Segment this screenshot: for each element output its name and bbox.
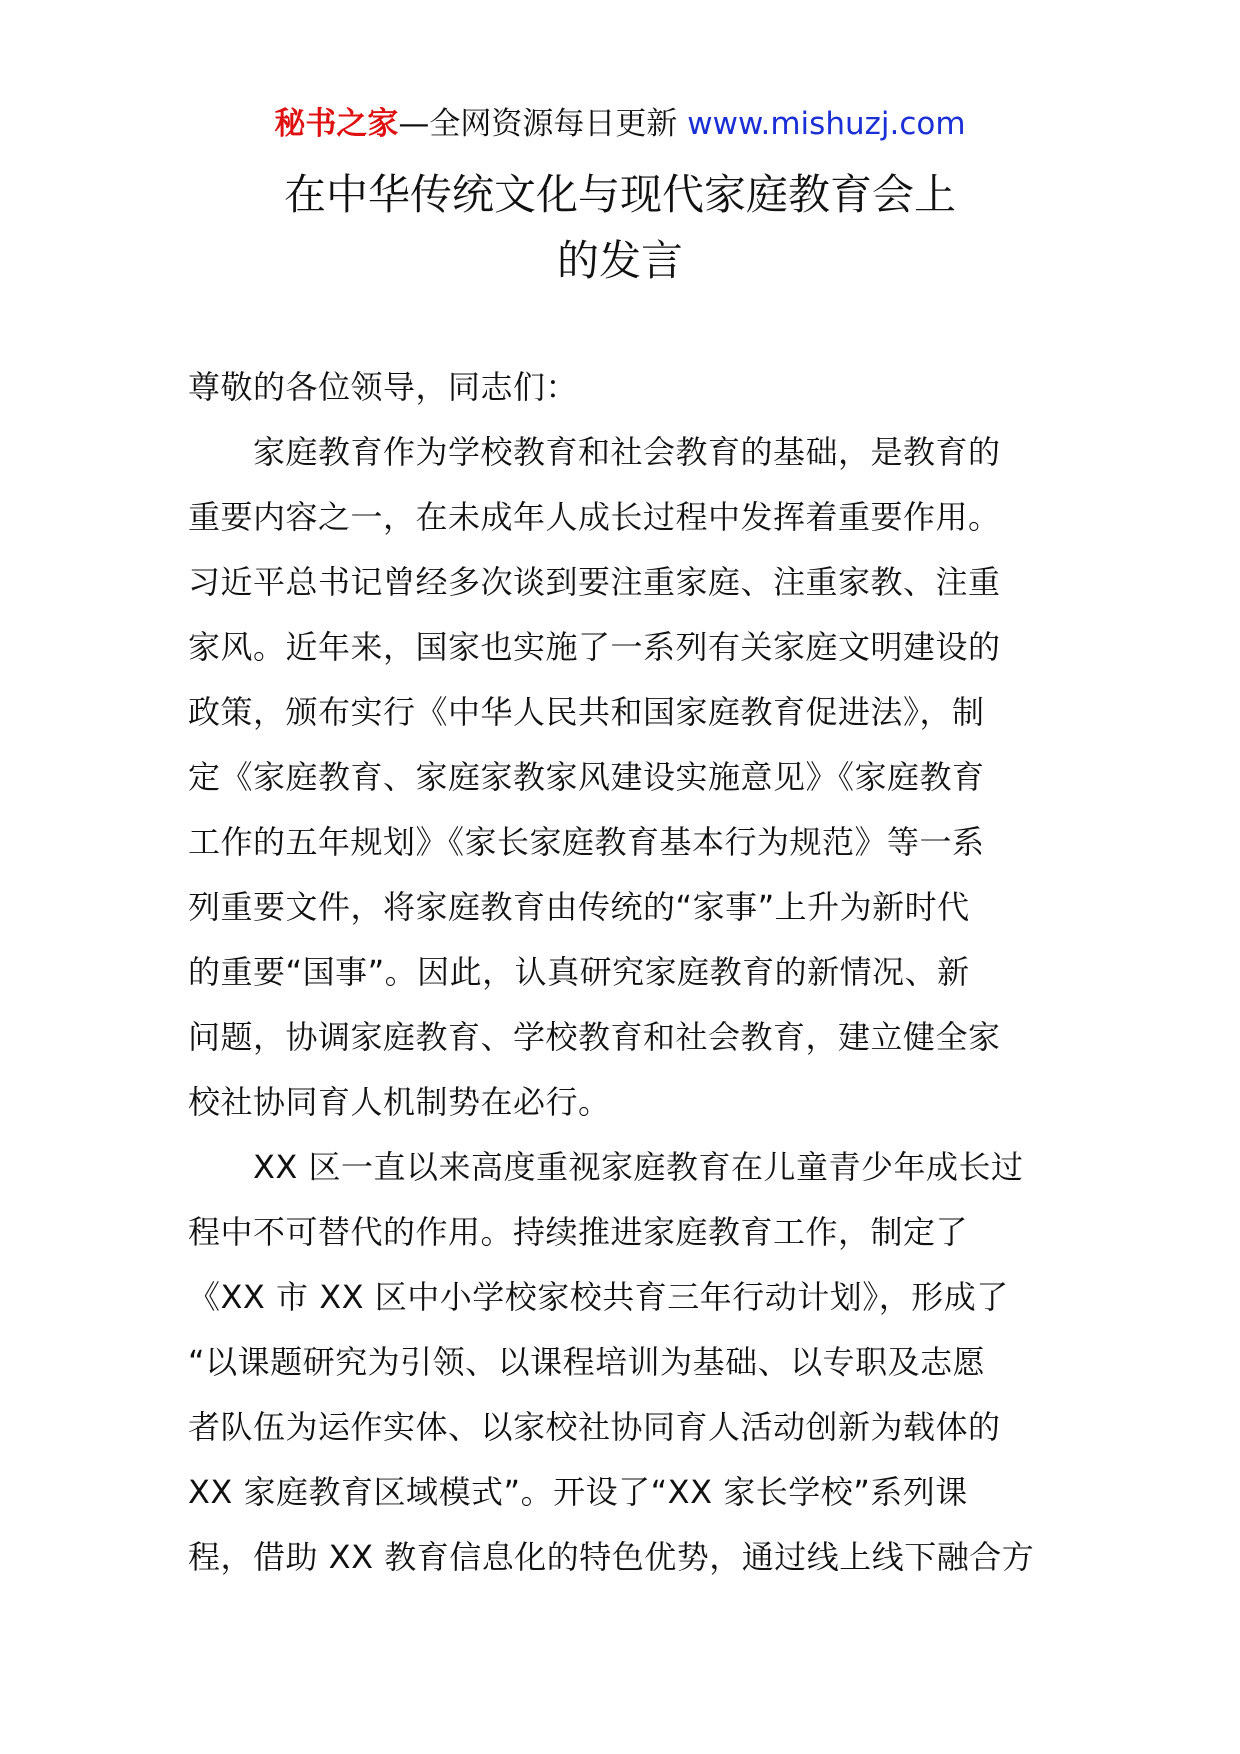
paragraph-line: 重要内容之一，在未成年人成长过程中发挥着重要作用。	[188, 498, 1001, 536]
document-title	[0, 162, 1240, 294]
salutation: 尊敬的各位领导，同志们：	[188, 368, 579, 406]
paragraph-line: “以课题研究为引领、以课程培训为基础、以专职及志愿	[188, 1343, 986, 1381]
header-tagline: —全网资源每日更新	[398, 106, 678, 142]
brand-name: 秘书之家	[274, 106, 399, 142]
site-header	[0, 102, 1240, 146]
title-line-2: 的发言	[556, 236, 683, 285]
paragraph-line: 校社协同育人机制势在必行。	[188, 1083, 611, 1121]
paragraph-line: 《XX 市 XX 区中小学校家校共育三年行动计划》，形成了	[188, 1278, 1009, 1316]
paragraph-1	[188, 420, 1058, 1135]
title-line-1: 在中华传统文化与现代家庭教育会上	[283, 170, 956, 219]
paragraph-line: 定《家庭教育、家庭家教家风建设实施意见》《家庭教育	[188, 758, 985, 796]
paragraph-line: 家风。近年来，国家也实施了一系列有关家庭文明建设的	[188, 628, 1001, 666]
paragraph-line: 家庭教育作为学校教育和社会教育的基础，是教育的	[188, 433, 1001, 471]
paragraph-line: 程，借助 XX 教育信息化的特色优势，通过线上线下融合方	[188, 1538, 1035, 1576]
paragraph-line: 的重要“国事”。因此，认真研究家庭教育的新情况、新	[188, 953, 970, 991]
paragraph-line: XX 家庭教育区域模式”。开设了“XX 家长学校”系列课	[188, 1473, 968, 1511]
paragraph-line: 列重要文件，将家庭教育由传统的“家事”上升为新时代	[188, 888, 970, 926]
paragraph-2	[188, 1135, 1058, 1590]
paragraph-line: XX 区一直以来高度重视家庭教育在儿童青少年成长过	[188, 1148, 1024, 1186]
paragraph-line: 工作的五年规划》《家长家庭教育基本行为规范》等一系	[188, 823, 985, 861]
paragraph-line: 习近平总书记曾经多次谈到要注重家庭、注重家教、注重	[188, 563, 1001, 601]
document-body	[188, 355, 1058, 1590]
paragraph-line: 程中不可替代的作用。持续推进家庭教育工作，制定了	[188, 1213, 969, 1251]
paragraph-line: 政策，颁布实行《中华人民共和国家庭教育促进法》，制	[188, 693, 985, 731]
paragraph-line: 者队伍为运作实体、以家校社协同育人活动创新为载体的	[188, 1408, 1001, 1446]
paragraph-line: 问题，协调家庭教育、学校教育和社会教育，建立健全家	[188, 1018, 1001, 1056]
site-url-link[interactable]: www.mishuzj.com	[687, 106, 966, 142]
